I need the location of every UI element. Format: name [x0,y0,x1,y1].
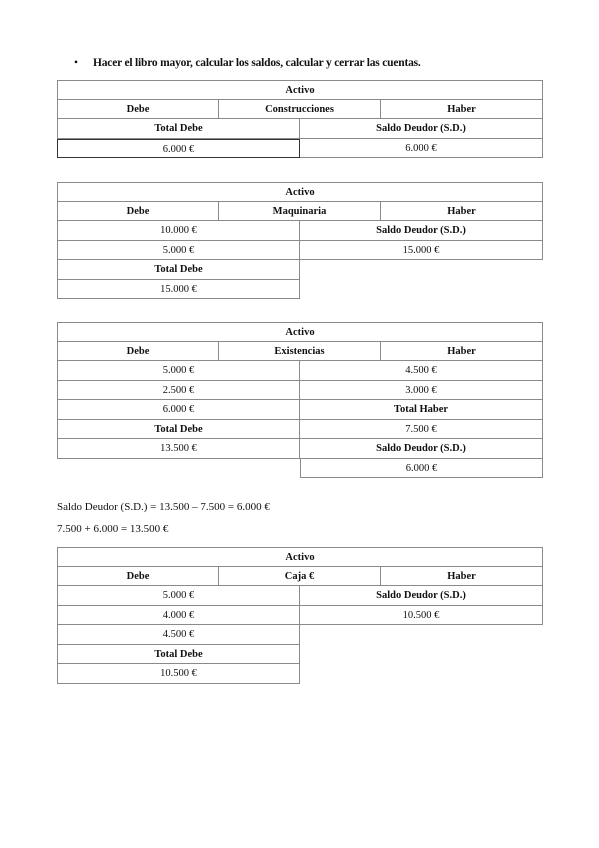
debe-entry: 5.000 € [57,241,300,261]
total-debe-value: 10.500 € [57,664,300,684]
debe-entry: 5.000 € [57,361,300,381]
verification-note: 7.500 + 6.000 = 13.500 € [57,523,169,535]
t-account-construcciones [57,80,543,158]
account-name: Existencias [219,342,381,362]
debe-entry: 5.000 € [57,586,300,606]
saldo-calculation-note: Saldo Deudor (S.D.) = 13.500 – 7.500 = 6.000 € [57,501,270,513]
saldo-label: Saldo Deudor (S.D.) [300,439,543,459]
account-header: Activo [57,80,543,100]
total-haber-value: 7.500 € [300,420,543,440]
account-name: Maquinaria [219,202,381,222]
debe-header: Debe [57,202,219,222]
debe-entry: 2.500 € [57,381,300,401]
debe-header: Debe [57,342,219,362]
total-debe-value: 13.500 € [57,439,300,459]
t-account-maquinaria [57,182,543,299]
total-debe-label: Total Debe [57,645,300,665]
haber-header: Haber [381,567,543,587]
saldo-value: 6.000 € [300,459,543,479]
haber-header: Haber [381,342,543,362]
t-account-existencias [57,322,543,478]
saldo-value: 6.000 € [300,139,543,159]
account-header: Activo [57,322,543,342]
total-debe-label: Total Debe [57,260,300,280]
debe-entry: 4.000 € [57,606,300,626]
saldo-label: Saldo Deudor (S.D.) [300,221,543,241]
t-account-caja [57,547,543,684]
haber-entry: 3.000 € [300,381,543,401]
debe-entry: 6.000 € [57,400,300,420]
saldo-label: Saldo Deudor (S.D.) [300,119,543,139]
total-debe-label: Total Debe [57,119,300,139]
haber-entry: 4.500 € [300,361,543,381]
haber-header: Haber [381,100,543,120]
total-debe-value: 6.000 € [57,139,300,159]
bullet-marker: • [74,57,79,69]
saldo-value: 15.000 € [300,241,543,261]
haber-header: Haber [381,202,543,222]
account-name: Caja € [219,567,381,587]
total-debe-label: Total Debe [57,420,300,440]
total-debe-value: 15.000 € [57,280,300,300]
account-name: Construcciones [219,100,381,120]
saldo-value: 10.500 € [300,606,543,626]
account-header: Activo [57,182,543,202]
debe-entry: 10.000 € [57,221,300,241]
account-header: Activo [57,547,543,567]
total-haber-label: Total Haber [300,400,543,420]
saldo-label: Saldo Deudor (S.D.) [300,586,543,606]
debe-header: Debe [57,567,219,587]
instruction-text: Hacer el libro mayor, calcular los saldos, calcular y cerrar las cuentas. [93,57,421,69]
debe-header: Debe [57,100,219,120]
debe-entry: 4.500 € [57,625,300,645]
